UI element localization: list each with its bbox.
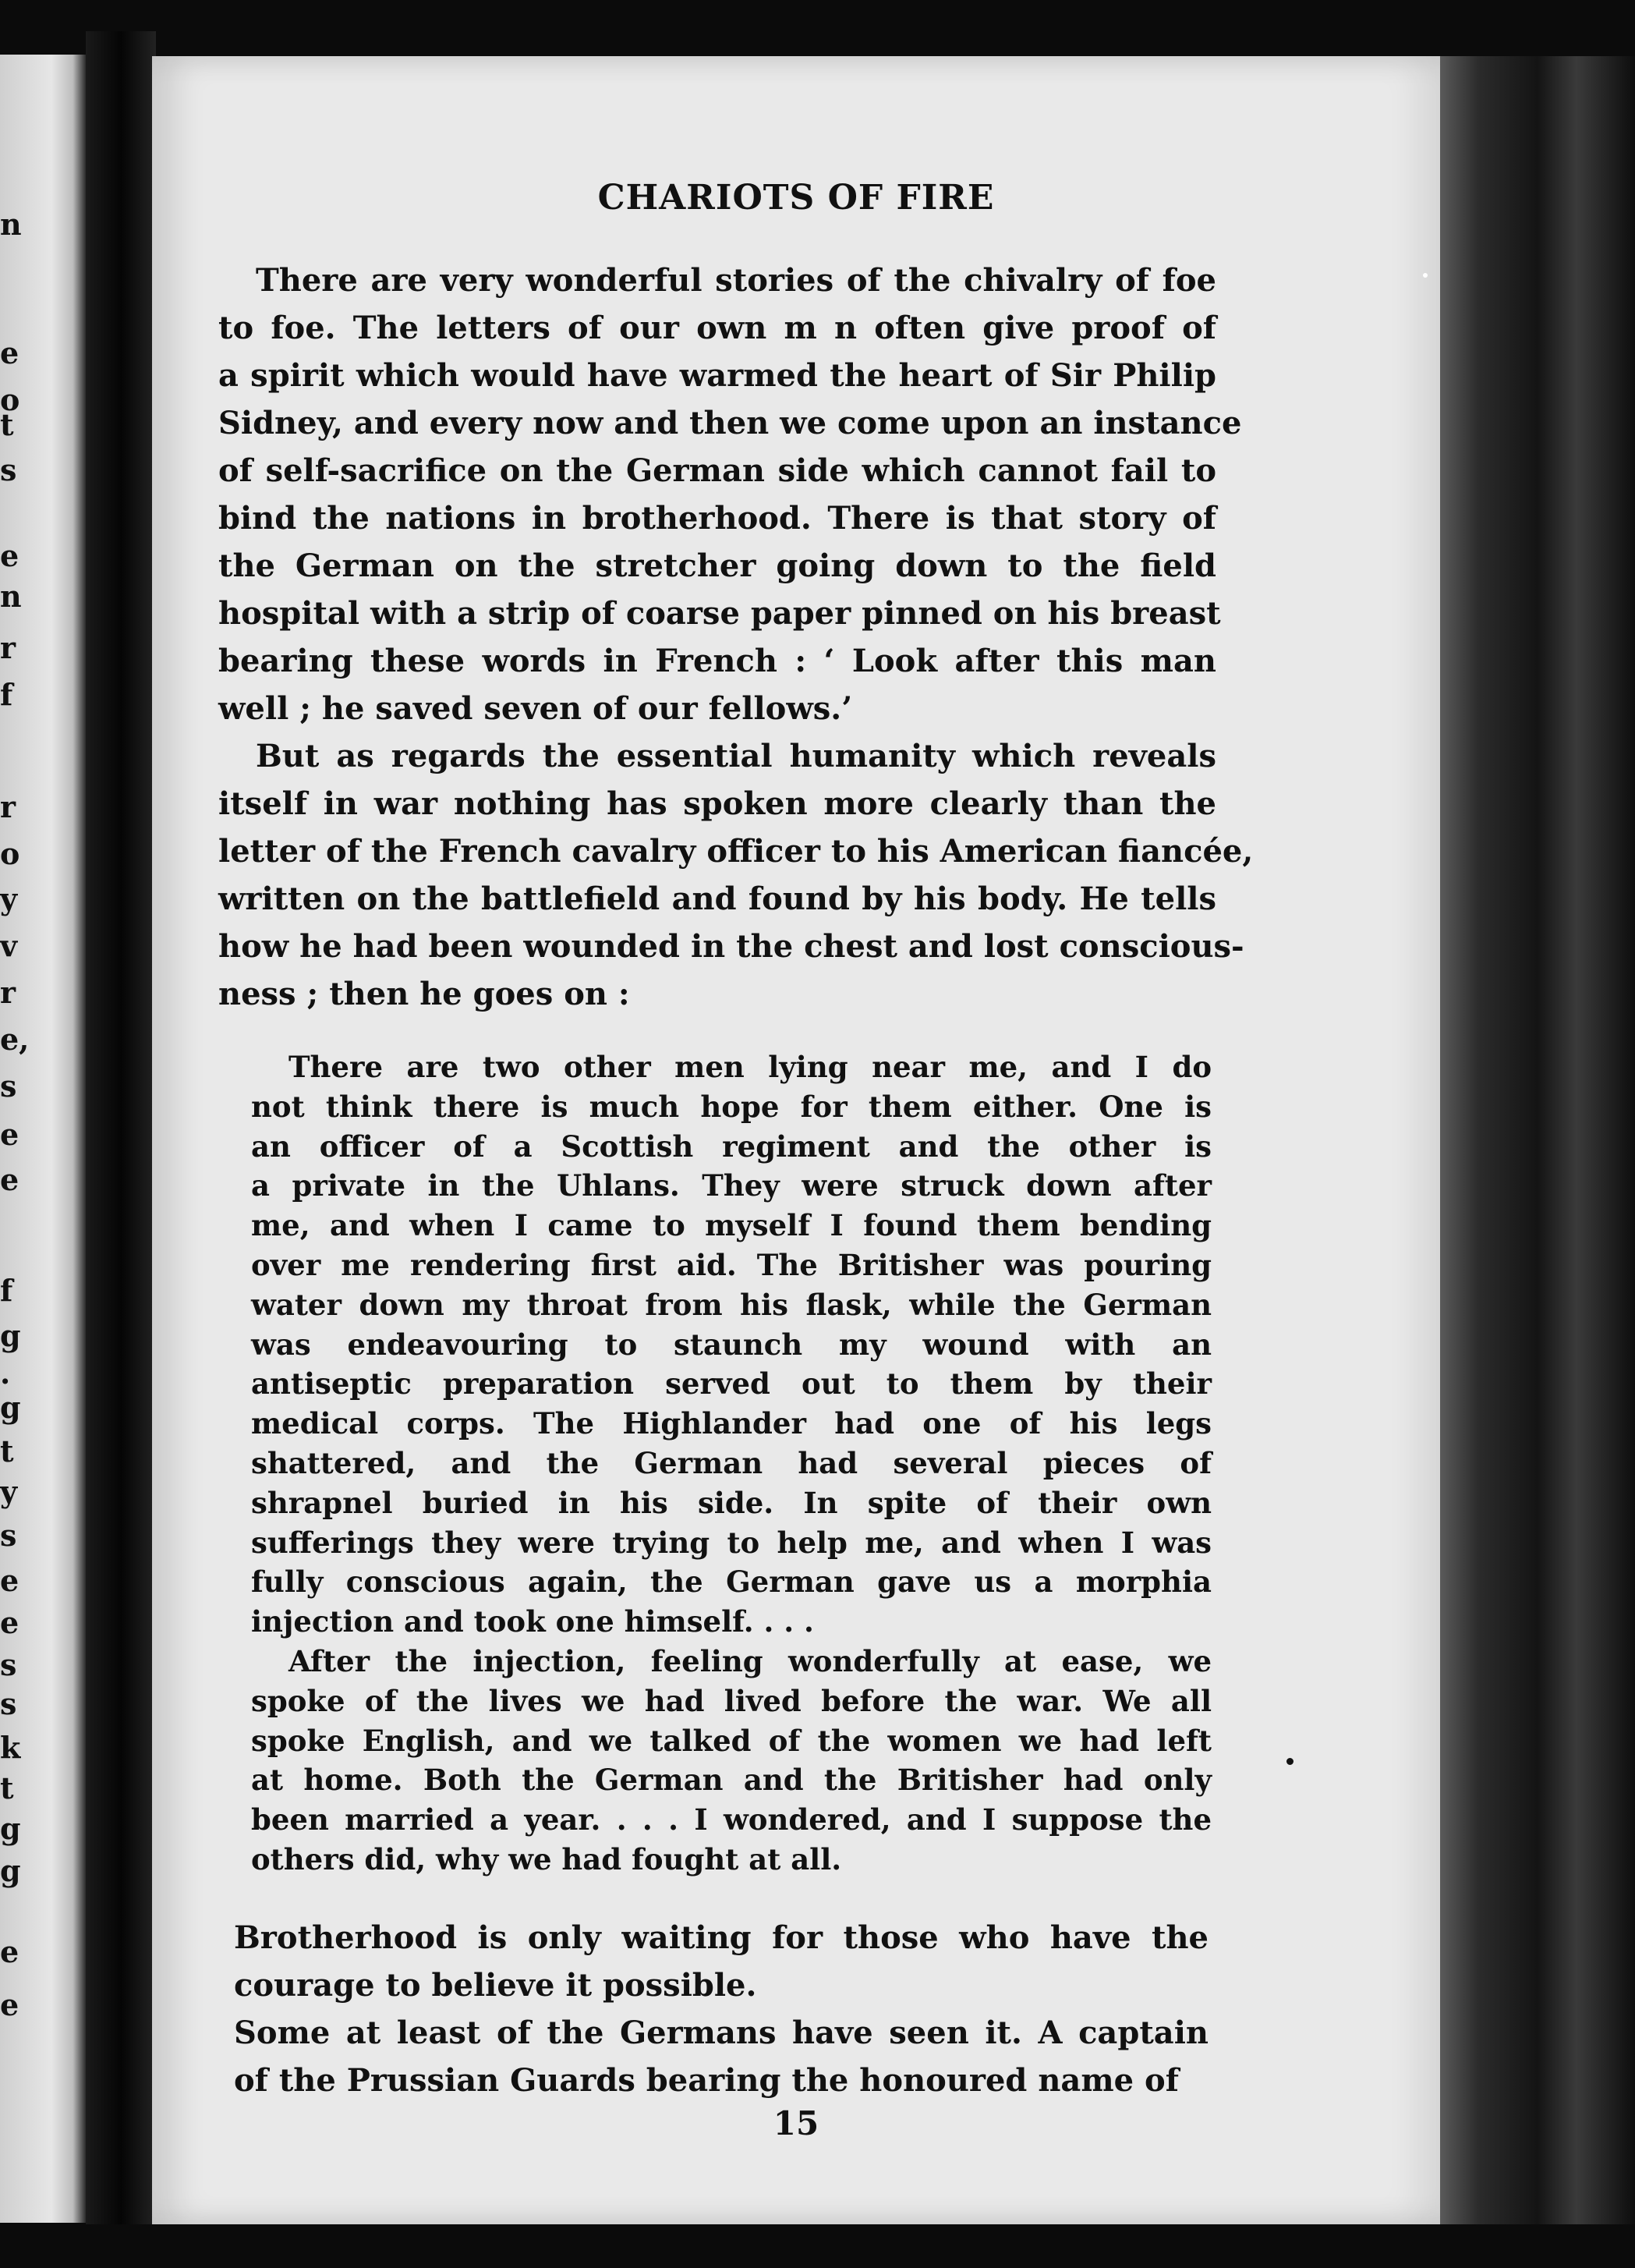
body-line-text: well ; he saved seven of our fellows.’ bbox=[218, 690, 853, 727]
facing-page-letter: v bbox=[0, 928, 18, 963]
body-line-text: bearing these words in French : ‘ Look after this man bbox=[218, 643, 1216, 679]
facing-page-letter: g bbox=[0, 1811, 21, 1846]
body-line-text: itself in war nothing has spoken more clearly than the bbox=[218, 785, 1216, 822]
quote-line-text: spoke English, and we talked of the women we had left bbox=[251, 1723, 1212, 1758]
facing-page-letter: r bbox=[0, 975, 16, 1010]
facing-page-letter: f bbox=[0, 677, 13, 712]
facing-page-letter: e bbox=[0, 335, 19, 370]
scan-speck bbox=[1286, 1758, 1293, 1765]
facing-page-letter: n bbox=[0, 579, 22, 614]
quote-line-text: water down my throat from his flask, while the German bbox=[251, 1287, 1212, 1322]
facing-page-letter: e bbox=[0, 538, 19, 573]
facing-page-letter: o bbox=[0, 382, 20, 417]
quote-line-text: spoke of the lives we had lived before the war. We all bbox=[251, 1683, 1212, 1718]
quote-line-text: others did, why we had fought at all. bbox=[251, 1842, 842, 1876]
body-line-text: a spirit which would have warmed the heart of Sir Philip bbox=[218, 357, 1216, 394]
tail-line-text: courage to believe it possible. bbox=[234, 1967, 757, 2004]
facing-page-letter: e, bbox=[0, 1022, 30, 1057]
body-line-text: to foe. The letters of our own m n often give proof of bbox=[218, 310, 1216, 346]
facing-page-letter: . bbox=[0, 1355, 11, 1391]
tail-line-text: Brotherhood is only waiting for those who have the bbox=[234, 1919, 1209, 1956]
body-line-text: written on the battlefield and found by his body. He tells bbox=[218, 881, 1216, 917]
facing-page-letters bbox=[0, 55, 30, 2223]
body-line-text: ness ; then he goes on : bbox=[218, 976, 630, 1012]
quote-line-text: not think there is much hope for them either. One is bbox=[251, 1089, 1212, 1124]
body-line-text: the German on the stretcher going down to the field bbox=[218, 548, 1216, 584]
tail-line-text: of the Prussian Guards bearing the honoured name of bbox=[234, 2062, 1179, 2099]
body-line-text: bind the nations in brotherhood. There is that story of bbox=[218, 500, 1216, 537]
facing-page-letter: n bbox=[0, 207, 22, 242]
facing-page-letter: g bbox=[0, 1390, 21, 1425]
body-line-text: There are very wonderful stories of the chivalry of foe bbox=[256, 262, 1216, 299]
scan-border bbox=[0, 2224, 1635, 2268]
body-line-text: hospital with a strip of coarse paper pinned on his breast bbox=[218, 595, 1221, 632]
facing-page-letter: e bbox=[0, 1563, 19, 1598]
quote-line-text: medical corps. The Highlander had one of his legs bbox=[251, 1406, 1212, 1441]
facing-page-letter: e bbox=[0, 1934, 19, 1969]
facing-page-letter: y bbox=[0, 881, 18, 916]
facing-page-letter: t bbox=[0, 1433, 14, 1469]
facing-page-letter: e bbox=[0, 1987, 19, 2022]
quote-line-text: shattered, and the German had several pieces of bbox=[251, 1446, 1212, 1480]
quote-line-text: an officer of a Scottish regiment and the other is bbox=[251, 1129, 1212, 1164]
quote-line-text: After the injection, feeling wonderfully at ease, we bbox=[288, 1644, 1212, 1678]
quote-line-text: antiseptic preparation served out to them by their bbox=[251, 1366, 1212, 1402]
facing-page-letter: r bbox=[0, 789, 16, 824]
facing-page-letter: e bbox=[0, 1162, 19, 1197]
facing-page-edge bbox=[0, 55, 86, 2223]
facing-page-letter: g bbox=[0, 1853, 21, 1888]
page-stack-edge bbox=[1440, 56, 1635, 2224]
facing-page-letter: e bbox=[0, 1117, 19, 1152]
facing-page-letter: s bbox=[0, 1518, 17, 1553]
facing-page-letter: s bbox=[0, 1686, 17, 1721]
body-line-text: Sidney, and every now and then we come upon an instance bbox=[218, 405, 1242, 441]
scan-speck bbox=[1423, 273, 1428, 278]
facing-page-letter: s bbox=[0, 1068, 17, 1104]
facing-page-letter: e bbox=[0, 1605, 19, 1640]
book-gutter bbox=[86, 31, 156, 2268]
page-number: 15 bbox=[773, 2104, 819, 2142]
facing-page-letter: g bbox=[0, 1318, 21, 1353]
running-title: CHARIOTS OF FIRE bbox=[597, 178, 995, 218]
facing-page-letter: s bbox=[0, 452, 17, 487]
facing-page-letter: y bbox=[0, 1474, 18, 1509]
quote-line-text: me, and when I came to myself I found them bending bbox=[251, 1208, 1212, 1243]
facing-page-letter: s bbox=[0, 1647, 17, 1682]
body-line-text: letter of the French cavalry officer to his American fiancée, bbox=[218, 833, 1254, 870]
quote-line-text: shrapnel buried in his side. In spite of their own bbox=[251, 1485, 1212, 1520]
body-line-text: of self-sacrifice on the German side which cannot fail to bbox=[218, 452, 1216, 489]
tail-line-text: Some at least of the Germans have seen it. A captain bbox=[234, 2015, 1209, 2051]
quote-line-text: sufferings they were trying to help me, and when I was bbox=[251, 1525, 1212, 1560]
body-line-text: how he had been wounded in the chest and lost conscious- bbox=[218, 928, 1244, 965]
facing-page-letter: o bbox=[0, 836, 20, 871]
quote-line-text: a private in the Uhlans. They were struck down after bbox=[251, 1168, 1212, 1203]
facing-page-letter: t bbox=[0, 407, 14, 442]
quote-line-text: been married a year. . . . I wondered, and I suppose the bbox=[251, 1802, 1212, 1837]
quote-line-text: injection and took one himself. . . . bbox=[251, 1604, 814, 1639]
facing-page-letter: k bbox=[0, 1730, 21, 1765]
quote-line-text: at home. Both the German and the Britisher had only bbox=[251, 1763, 1212, 1798]
facing-page-letter: f bbox=[0, 1273, 13, 1308]
facing-page-letter: t bbox=[0, 1770, 14, 1806]
quote-line-text: over me rendering first aid. The Britisher was pouring bbox=[251, 1248, 1212, 1282]
quote-line-text: fully conscious again, the German gave us a morphia bbox=[251, 1565, 1212, 1600]
quote-line-text: There are two other men lying near me, and I do bbox=[288, 1050, 1212, 1084]
body-line-text: But as regards the essential humanity which reveals bbox=[256, 738, 1216, 774]
quote-line-text: was endeavouring to staunch my wound with an bbox=[251, 1327, 1212, 1362]
facing-page-letter: r bbox=[0, 630, 16, 665]
